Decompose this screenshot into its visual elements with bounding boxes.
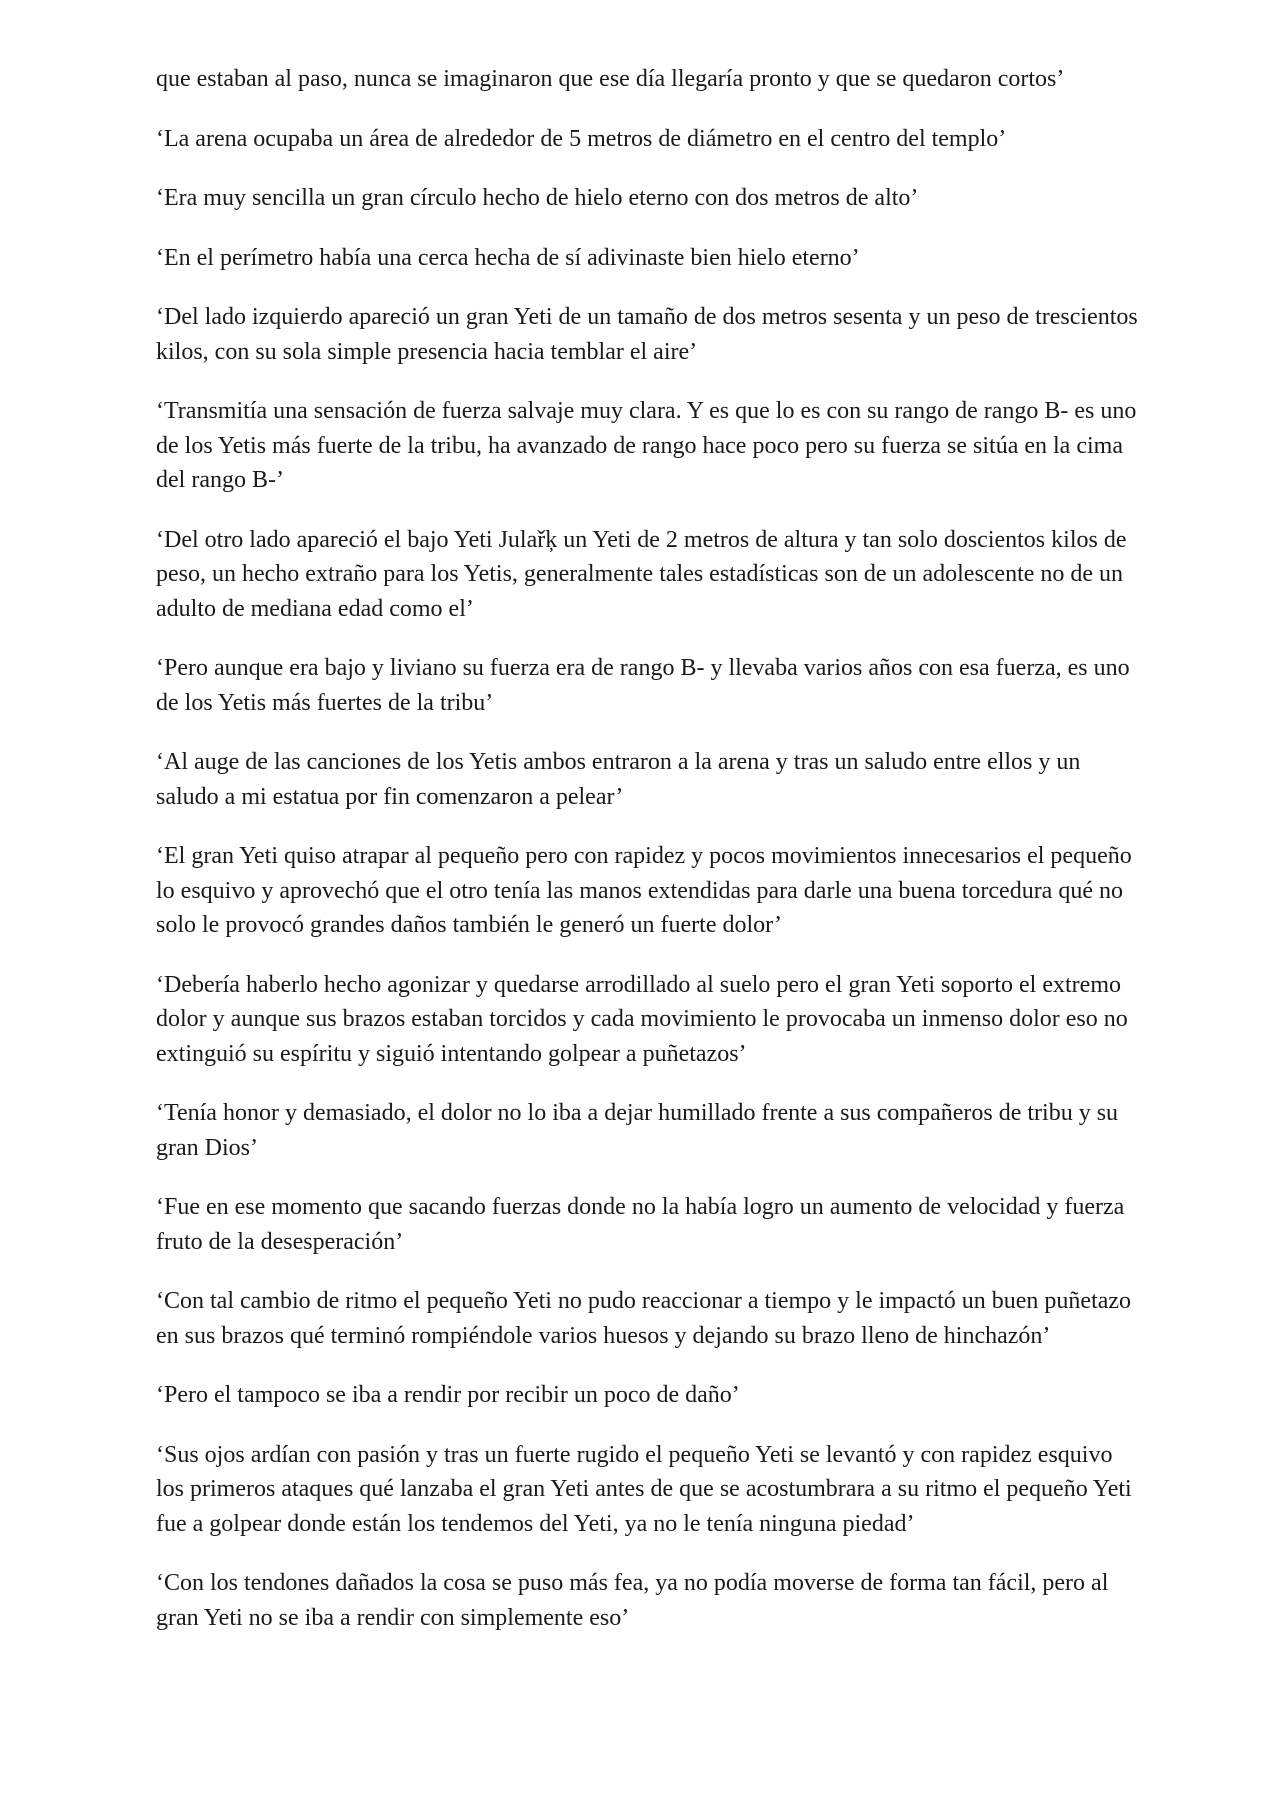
paragraph: ‘El gran Yeti quiso atrapar al pequeño pero con rapidez y pocos movimientos innecesarios el pequeño lo esquivo y aprovechó que el otro tenía las manos extendidas para darle una buena torcedura qué no solo le provocó grandes daños también le generó un fuerte dolor’ <box>156 843 1132 938</box>
paragraph: ‘En el perímetro había una cerca hecha de sí adivinaste bien hielo eterno’ <box>156 244 860 271</box>
paragraph: ‘Pero el tampoco se iba a rendir por recibir un poco de daño’ <box>156 1382 740 1408</box>
paragraph: ‘La arena ocupaba un área de alrededor de 5 metros de diámetro en el centro del templo’ <box>156 125 1007 152</box>
paragraph: ‘Tenía honor y demasiado, el dolor no lo iba a dejar humillado frente a sus compañeros de tribu y su gran Dios’ <box>156 1100 1119 1161</box>
paragraph: ‘Del otro lado apareció el bajo Yeti Julařķ un Yeti de 2 metros de altura y tan solo doscientos kilos de peso, un hecho extraño para los Yetis, generalmente tales estadísticas son de un adolescente no de un adulto de mediana edad como el’ <box>156 526 1127 622</box>
paragraph: que estaban al paso, nunca se imaginaron que ese día llegaría pronto y que se quedaron cortos’ <box>156 66 1065 92</box>
paragraph: ‘Transmitía una sensación de fuerza salvaje muy clara. Y es que lo es con su rango de rango B- es uno de los Yetis más fuerte de la tribu, ha avanzado de rango hace poco pero su fuerza se sitúa en la cima del rango B-’ <box>156 398 1137 493</box>
paragraph: ‘Con los tendones dañados la cosa se puso más fea, ya no podía moverse de forma tan fácil, pero al gran Yeti no se iba a rendir con simplemente eso’ <box>156 1570 1109 1631</box>
paragraph: ‘Debería haberlo hecho agonizar y quedarse arrodillado al suelo pero el gran Yeti soporto el extremo dolor y aunque sus brazos estaban torcidos y cada movimiento le provocaba un inmenso dolor eso no extinguió su espíritu y siguió intentando golpear a puñetazos’ <box>156 971 1128 1067</box>
document-page <box>156 62 1146 1660</box>
paragraph: ‘Fue en ese momento que sacando fuerzas donde no la había logro un aumento de velocidad y fuerza fruto de la desesperación’ <box>156 1194 1125 1255</box>
paragraph: ‘Pero aunque era bajo y liviano su fuerza era de rango B- y llevaba varios años con esa fuerza, es uno de los Yetis más fuertes de la tribu’ <box>156 655 1130 716</box>
paragraph: ‘Con tal cambio de ritmo el pequeño Yeti no pudo reaccionar a tiempo y le impactó un buen puñetazo en sus brazos qué terminó rompiéndole varios huesos y dejando su brazo lleno de hinchazón’ <box>156 1288 1132 1349</box>
paragraph: ‘Sus ojos ardían con pasión y tras un fuerte rugido el pequeño Yeti se levantó y con rapidez esquivo los primeros ataques qué lanzaba el gran Yeti antes de que se acostumbrara a su ritmo el pequeño Yeti fue a golpear donde están los tendemos del Yeti, ya no le tenía ninguna piedad’ <box>156 1441 1132 1537</box>
paragraph: ‘Al auge de las canciones de los Yetis ambos entraron a la arena y tras un saludo entre ellos y un saludo a mi estatua por fin comenzaron a pelear’ <box>156 749 1081 810</box>
paragraph: ‘Era muy sencilla un gran círculo hecho de hielo eterno con dos metros de alto’ <box>156 185 919 211</box>
paragraph: ‘Del lado izquierdo apareció un gran Yeti de un tamaño de dos metros sesenta y un peso de trescientos kilos, con su sola simple presencia hacia temblar el aire’ <box>156 304 1138 365</box>
